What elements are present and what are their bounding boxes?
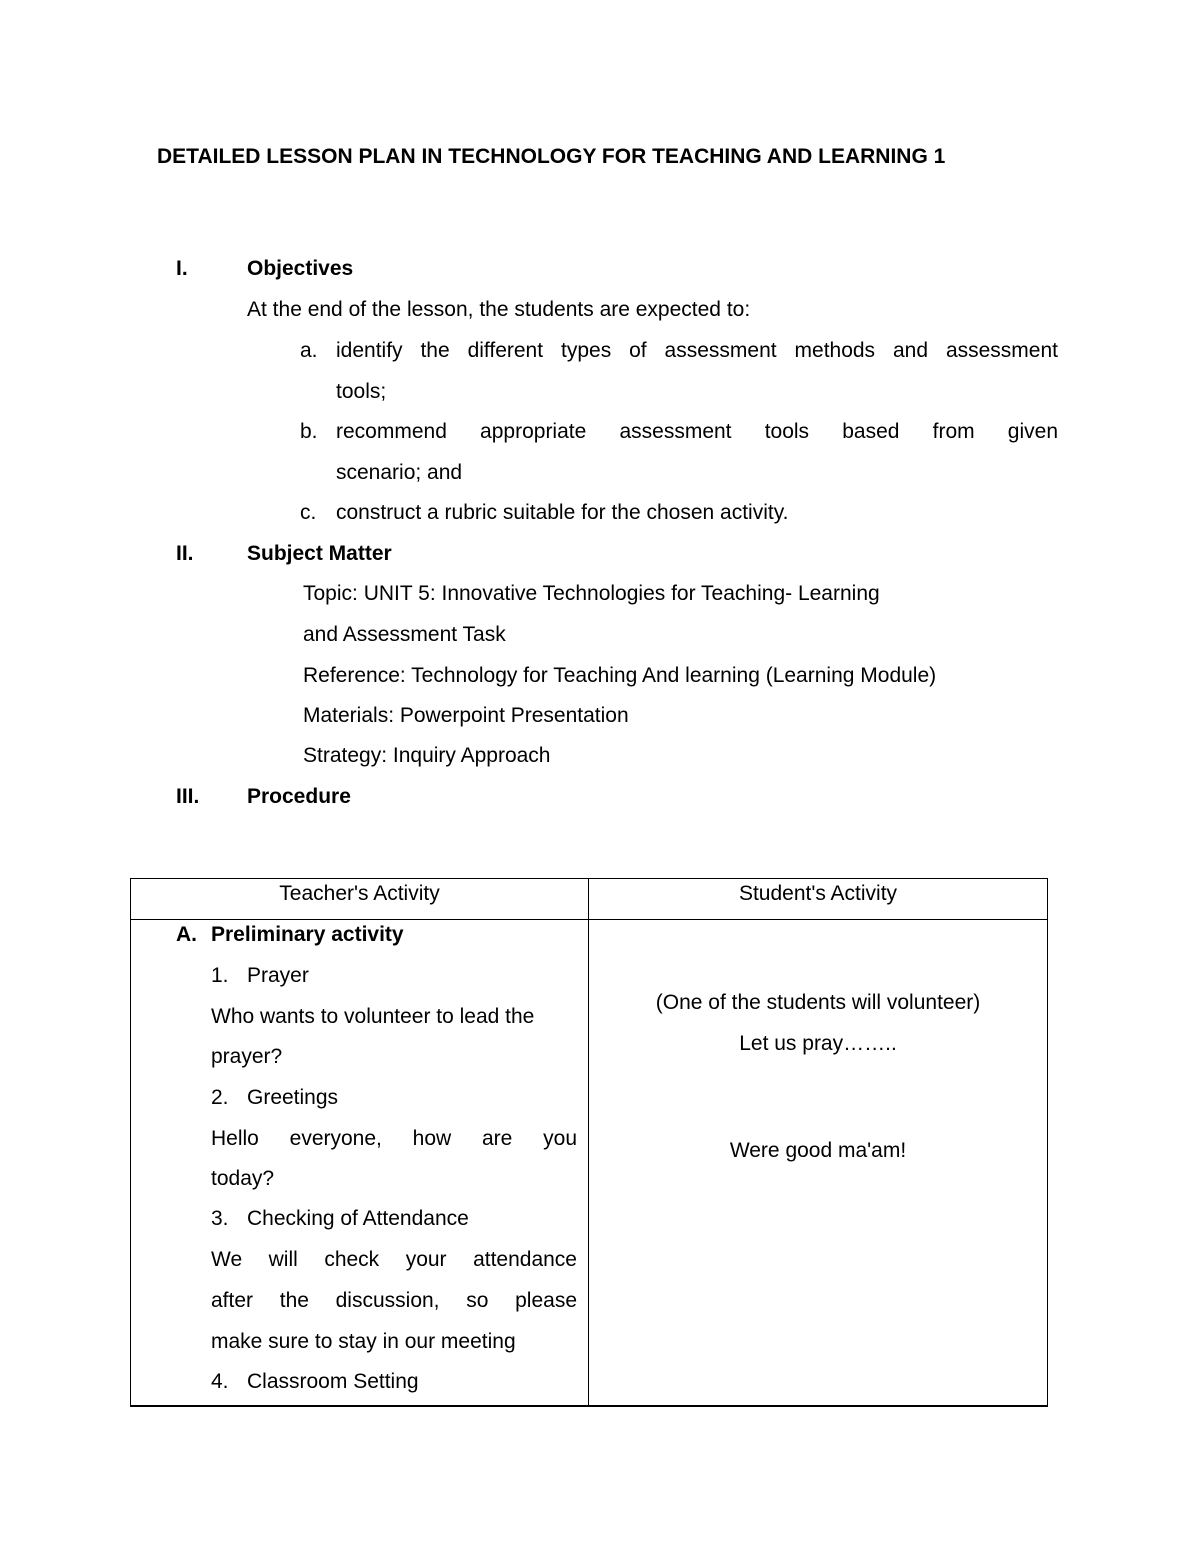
objective-a-letter: a. (300, 339, 318, 362)
table-border-right (1047, 878, 1048, 1407)
attendance-label: Checking of Attendance (247, 1207, 469, 1230)
document-title: DETAILED LESSON PLAN IN TECHNOLOGY FOR TEACHING AND LEARNING 1 (157, 145, 946, 168)
classroom-number: 4. (211, 1370, 229, 1393)
prayer-question-line1: Who wants to volunteer to lead the (211, 1005, 535, 1028)
subject-materials: Materials: Powerpoint Presentation (303, 704, 629, 727)
table-border-top (130, 878, 1048, 879)
classroom-label: Classroom Setting (247, 1370, 419, 1393)
objectives-heading: Objectives (247, 257, 354, 280)
table-border-left (130, 878, 131, 1407)
greetings-question-line1: Hello everyone, how are you (211, 1127, 577, 1150)
student-pray-text: Let us pray…….. (739, 1032, 897, 1055)
subject-reference: Reference: Technology for Teaching And learning (Learning Module) (303, 664, 937, 687)
section-letter: A. (176, 923, 197, 946)
student-reply-text: Were good ma'am! (729, 1139, 907, 1162)
objective-a-line1: identify the different types of assessment methods and assessment (336, 339, 1058, 362)
objective-b-line2: scenario; and (336, 461, 463, 484)
attendance-text-line3: make sure to stay in our meeting (211, 1330, 516, 1353)
prayer-number: 1. (211, 964, 229, 987)
subject-topic-cont: and Assessment Task (303, 623, 506, 646)
procedure-heading: Procedure (247, 785, 351, 808)
greetings-label: Greetings (247, 1086, 339, 1109)
subject-strategy: Strategy: Inquiry Approach (303, 744, 551, 767)
table-border-header (130, 919, 1048, 920)
header-student-activity: Student's Activity (738, 882, 898, 905)
header-teacher-activity: Teacher's Activity (279, 882, 440, 905)
procedure-numeral: III. (176, 785, 200, 808)
greetings-number: 2. (211, 1086, 229, 1109)
attendance-text-line1: We will check your attendance (211, 1248, 577, 1271)
subject-numeral: II. (176, 542, 194, 565)
prayer-label: Prayer (247, 964, 309, 987)
prayer-question-line2: prayer? (211, 1045, 283, 1068)
objectives-intro: At the end of the lesson, the students are expected to: (247, 298, 751, 321)
subject-topic: Topic: UNIT 5: Innovative Technologies for Teaching- Learning (303, 582, 880, 605)
attendance-text-line2: after the discussion, so please (211, 1289, 577, 1312)
objective-c-line1: construct a rubric suitable for the chosen activity. (336, 501, 789, 524)
objective-c-letter: c. (300, 501, 317, 524)
objective-b-line1: recommend appropriate assessment tools based from given (336, 420, 1058, 443)
section-title: Preliminary activity (211, 923, 404, 946)
objective-b-letter: b. (300, 420, 318, 443)
greetings-question-line2: today? (211, 1167, 275, 1190)
student-volunteer-text: (One of the students will volunteer) (655, 991, 981, 1014)
objective-a-line2: tools; (336, 380, 387, 403)
attendance-number: 3. (211, 1207, 229, 1230)
table-border-bottom (130, 1405, 1048, 1407)
subject-heading: Subject Matter (247, 542, 392, 565)
objectives-numeral: I. (176, 257, 188, 280)
